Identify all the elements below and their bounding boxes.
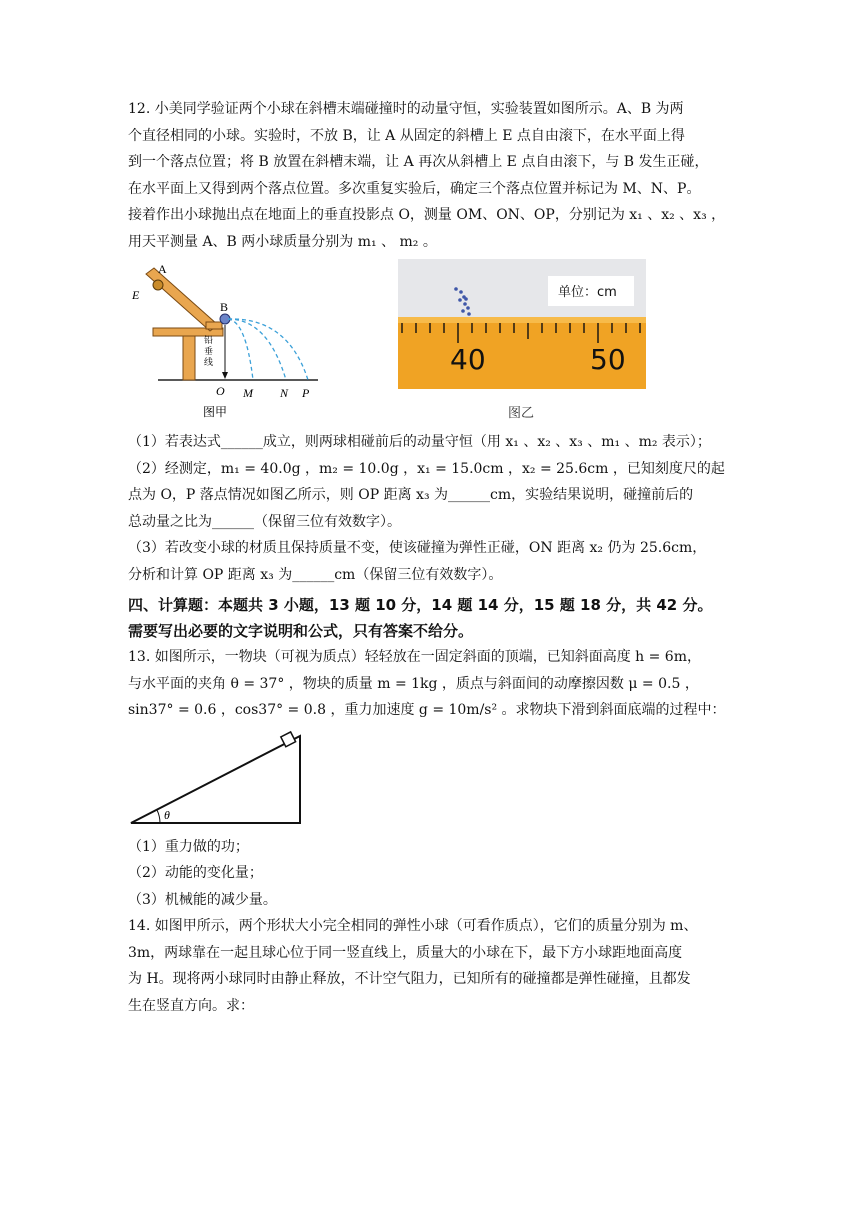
question-13	[128, 644, 738, 913]
label-M: M	[243, 386, 253, 400]
section-4-heading	[128, 592, 738, 644]
q12-figures	[128, 259, 738, 429]
q12-part-2-line-1: （2）经测定，m₁ = 40.0g ，m₂ = 10.0g ，x₁ = 15.0cm ，x₂ = 25.6cm ，已知刻度尺的起	[128, 460, 725, 477]
question-12	[128, 96, 738, 588]
q12-line-5: 接着作出小球抛出点在地面上的垂直投影点 O，测量 OM、ON、OP，分别记为 x₁ 、x₂ 、x₃ ，	[128, 207, 726, 223]
ruler-number-50: 50	[590, 343, 626, 376]
incline-diagram	[128, 730, 328, 830]
q14-line-1: 14. 如图甲所示，两个形状大小完全相同的弹性小球（可看作质点），它们的质量分别为 m、	[128, 918, 698, 934]
figure-jia-apparatus	[128, 259, 318, 419]
plumb-char-3: 线	[204, 358, 214, 368]
ruler-unit-label: 单位：cm	[558, 285, 617, 300]
q14-line-2: 3m，两球靠在一起且球心位于同一竖直线上，质量大的小球在下，最下方小球距地面高度	[128, 944, 683, 961]
label-B: B	[220, 300, 229, 314]
q13-line-1: 13. 如图所示，一物块（可视为质点）轻轻放在一固定斜面的顶端，已知斜面高度 h = 6m，	[128, 649, 701, 665]
plumb-char-1: 铅	[204, 336, 214, 346]
section-4-title-line-2: 需要写出必要的文字说明和公式，只有答案不给分。	[128, 622, 474, 640]
q13-part-1: （1）重力做的功；	[128, 838, 249, 855]
caption-yi: 图乙	[508, 406, 535, 421]
plumb-char-2: 垂	[204, 347, 214, 357]
q14-line-3: 为 H。现将两小球同时由静止释放，不计空气阻力，已知所有的碰撞都是弹性碰撞，且都发	[128, 971, 691, 987]
section-4-title-line-1: 四、计算题：本题共 3 小题，13 题 10 分，14 题 14 分，15 题 18 分，共 42 分。	[128, 596, 713, 614]
q14-line-4: 生在竖直方向。求：	[128, 997, 254, 1014]
label-plumb-line	[204, 334, 216, 368]
q13-line-3: sin37° = 0.6 ，cos37° = 0.8 ，重力加速度 g = 10m/s² 。求物块下滑到斜面底端的过程中：	[128, 702, 726, 718]
q12-line-4: 在水平面上又得到两个落点位置。多次重复实验后，确定三个落点位置并标记为 M、N、P。	[128, 180, 701, 197]
theta-label: θ	[164, 807, 170, 822]
ruler-number-40: 40	[450, 343, 486, 376]
q13-part-2: （2）动能的变化量；	[128, 865, 263, 881]
label-O: O	[216, 384, 225, 398]
q12-part-2-line-3: 总动量之比为______（保留三位有效数字）。	[128, 513, 401, 530]
q13-part-3: （3）机械能的减少量。	[128, 891, 277, 908]
q12-part-2-line-2: 点为 O，P 落点情况如图乙所示，则 OP 距离 x₃ 为______cm，实验结果说明，碰撞前后的	[128, 487, 694, 503]
figure-yi-ruler-photo	[398, 259, 650, 427]
q12-part-3-line-2: 分析和计算 OP 距离 x₃ 为______cm（保留三位有效数字）。	[128, 566, 503, 583]
q12-line-3: 到一个落点位置；将 B 放置在斜槽末端，让 A 再次从斜槽上 E 点自由滚下，与 B 发生正碰，	[128, 154, 709, 170]
q13-line-2: 与水平面的夹角 θ = 37° ，物块的质量 m = 1kg ，质点与斜面间的动摩擦因数 μ = 0.5 ，	[128, 675, 699, 692]
label-A: A	[158, 262, 167, 276]
q12-line-6: 用天平测量 A、B 两小球质量分别为 m₁ 、 m₂ 。	[128, 233, 437, 250]
label-P: P	[302, 386, 310, 400]
q12-line-2: 个直径相同的小球。实验时，不放 B，让 A 从固定的斜槽上 E 点自由滚下，在水平面上得	[128, 127, 685, 144]
q12-part-3-line-1: （3）若改变小球的材质且保持质量不变，使该碰撞为弹性正碰，ON 距离 x₂ 仍为 25.6cm，	[128, 540, 707, 556]
q12-line-1: 12. 小美同学验证两个小球在斜槽末端碰撞时的动量守恒，实验装置如图所示。A、B 为两	[128, 101, 684, 117]
exam-page	[128, 96, 738, 1019]
question-14	[128, 913, 738, 1019]
caption-jia: 图甲	[203, 405, 228, 419]
q12-part-1: （1）若表达式______成立，则两球相碰前后的动量守恒（用 x₁ 、x₂ 、x₃ 、m₁ 、m₂ 表示）；	[128, 434, 711, 450]
label-E: E	[132, 288, 140, 302]
label-N: N	[280, 386, 289, 400]
